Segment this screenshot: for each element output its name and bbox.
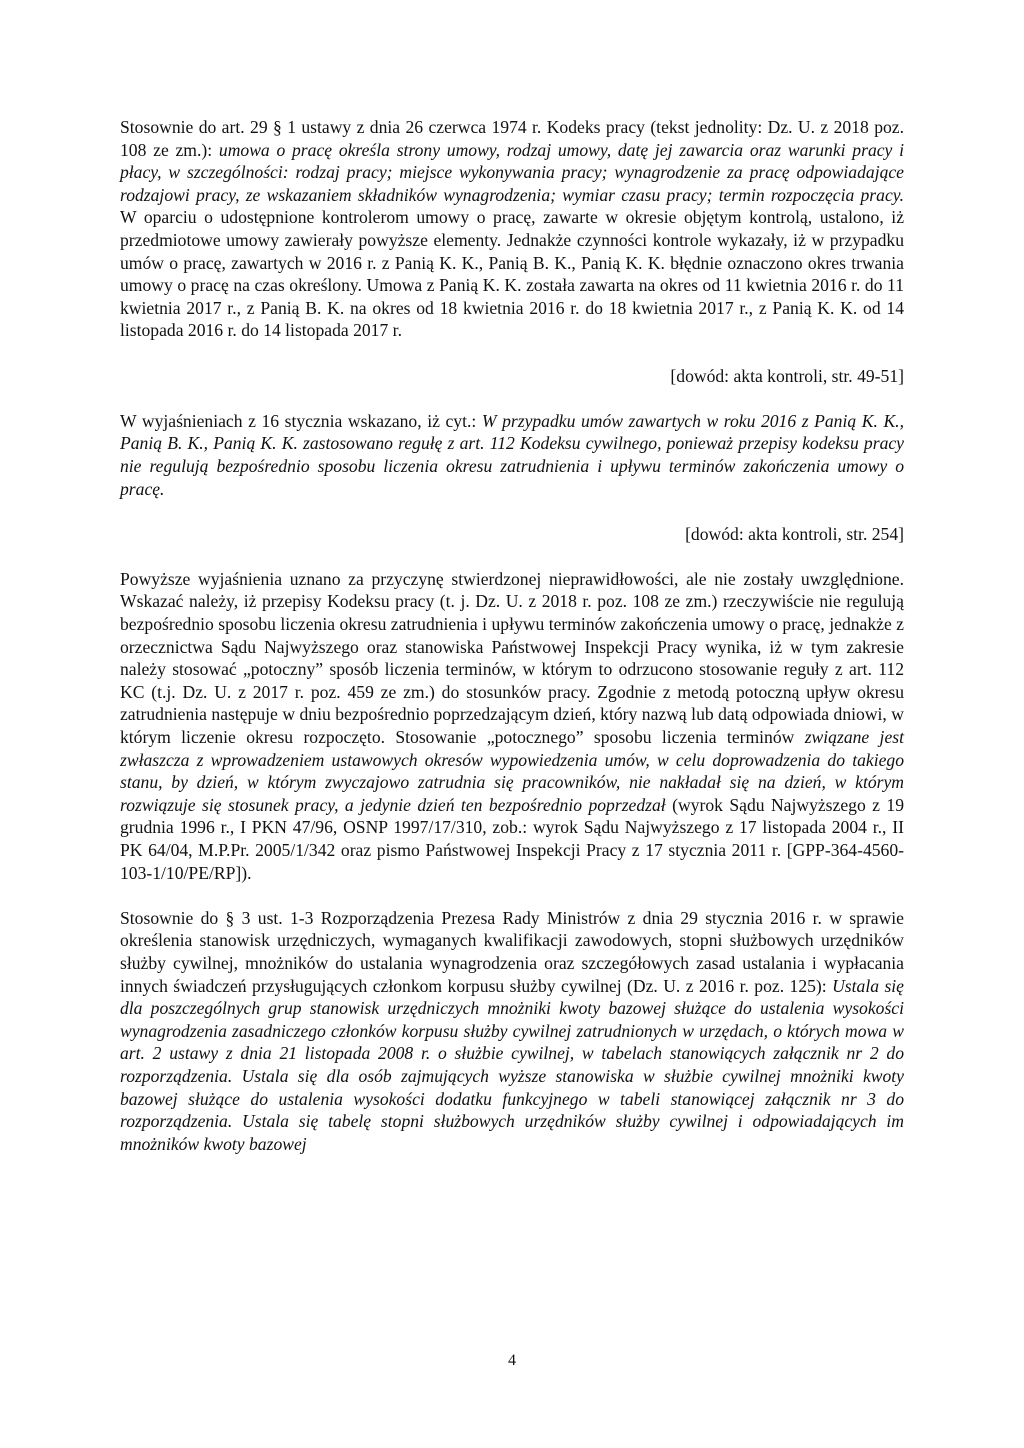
paragraph-art29: Stosownie do art. 29 § 1 ustawy z dnia 26 czerwca 1974 r. Kodeks pracy (tekst jednolity: Dz. U. z 2018 poz. 108 ze zm.): umowa o pracę określa strony umowy, rodzaj umowy, datę jej zawarcia oraz warunki pracy i płacy, w szczególności: rodzaj pracy; miejsce wykonywania pracy; wynagrodzenie za pracę odpowiadające rodzajowi pracy, ze wskazaniem składników wynagrodzenia; wymiar czasu pracy; termin rozpoczęcia pracy. W oparciu o udostępnione kontrolerom umowy o pracę, zawarte w okresie objętym kontrolą, ustalono, iż przedmiotowe umowy zawierały powyższe elementy. Jednakże czynności kontrole wykazały, iż w przypadku umów o pracę, zawartych w 2016 r. z Panią K. K., Panią B. K., Panią K. K. błędnie oznaczono okres trwania umowy o pracę na czas określony. Umowa z Panią K. K. została zawarta na okres od 11 kwietnia 2016 r. do 11 kwietnia 2017 r., z Panią B. K. na okres od 18 kwietnia 2016 r. do 18 kwietnia 2017 r., z Panią K. K. od 14 listopada 2016 r. do 14 listopada 2017 r.: [120, 117, 904, 341]
paragraph-assessment: Powyższe wyjaśnienia uznano za przyczynę stwierdzonej nieprawidłowości, ale nie zostały uwzględnione. Wskazać należy, iż przepisy Kodeksu pracy (t. j. Dz. U. z 2018 r. poz. 108 ze zm.) rzeczywiście nie regulują bezpośrednio sposobu liczenia okresu zatrudnienia i upływu terminów zakończenia umowy o pracę, jednakże z orzecznictwa Sądu Najwyższego oraz stanowiska Państwowej Inspekcji Pracy wynika, iż w tym zakresie należy stosować „potoczny” sposób liczenia terminów, w którym to odrzucono stosowanie reguły z art. 112 KC (t.j. Dz. U. z 2017 r. poz. 459 ze zm.) do stosunków pracy. Zgodnie z metodą potoczną upływ okresu zatrudnienia następuje w dniu bezpośrednio poprzedzającym dzień, który nazwą lub datą odpowiada dniowi, w którym liczenie okresu rozpoczęto. Stosowanie „potocznego” sposobu liczenia terminów związane jest zwłaszcza z wprowadzeniem ustawowych okresów wypowiedzenia umów, w celu doprowadzenia do takiego stanu, by dzień, w którym zwyczajowo zatrudnia się pracowników, nie nakładał się na dzień, w którym rozwiązuje się stosunek pracy, a jedynie dzień ten bezpośrednio poprzedzał (wyrok Sądu Najwyższego z 19 grudnia 1996 r., I PKN 47/96, OSNP 1997/17/310, zob.: wyrok Sądu Najwyższego z 17 listopada 2004 r., II PK 64/04, M.P.Pr. 2005/1/342 oraz pismo Państwowej Inspekcji Pracy z 17 stycznia 2011 r. [GPP-364-4560-103-1/10/PE/RP]).: [120, 568, 904, 883]
quote-supreme-court: związane jest zwłaszcza z wprowadzeniem ustawowych okresów wypowiedzenia umów, w celu doprowadzenia do takiego stanu, by dzień, w którym zwyczajowo zatrudnia się pracowników, nie nakładał się na dzień, w którym rozwiązuje się stosunek pracy, a jedynie dzień ten bezpośrednio poprzedzał: [120, 727, 904, 815]
evidence-reference-1: [dowód: akta kontroli, str. 49-51]: [670, 365, 904, 386]
quote-regulation: Ustala się dla poszczególnych grup stanowisk urzędniczych mnożniki kwoty bazowej służące do ustalenia wysokości wynagrodzenia zasadniczego członków korpusu służby cywilnej zatrudnionych w urzędach, o których mowa w art. 2 ustawy z dnia 21 listopada 2008 r. o służbie cywilnej, w tabelach stanowiących załącznik nr 2 do rozporządzenia. Ustala się dla osób zajmujących wyższe stanowiska w służbie cywilnej mnożniki kwoty bazowej służące do ustalenia wysokości dodatku funkcyjnego w tabeli stanowiącej załącznik nr 3 do rozporządzenia. Ustala się tabelę stopni służbowych urzędników służby cywilnej i odpowiadających im mnożników kwoty bazowej: [120, 975, 904, 1154]
quote-art29: umowa o pracę określa strony umowy, rodzaj umowy, datę jej zawarcia oraz warunki pracy i płacy, w szczególności: rodzaj pracy; miejsce wykonywania pracy; wynagrodzenie za pracę odpowiadające rodzajowi pracy, ze wskazaniem składników wynagrodzenia; wymiar czasu pracy; termin rozpoczęcia pracy.: [120, 139, 904, 205]
evidence-reference-2: [dowód: akta kontroli, str. 254]: [685, 523, 904, 544]
paragraph-regulation: Stosownie do § 3 ust. 1-3 Rozporządzenia Prezesa Rady Ministrów z dnia 29 stycznia 2016 r. w sprawie określenia stanowisk urzędniczych, wymaganych kwalifikacji zawodowych, stopni służbowych urzędników służby cywilnej, mnożników do ustalania wynagrodzenia oraz szczegółowych zasad ustalania i wypłacania innych świadczeń przysługujących członkom korpusu służby cywilnej (Dz. U. z 2016 r. poz. 125): Ustala się dla poszczególnych grup stanowisk urzędniczych mnożniki kwoty bazowej służące do ustalenia wysokości wynagrodzenia zasadniczego członków korpusu służby cywilnej zatrudnionych w urzędach, o których mowa w art. 2 ustawy z dnia 21 listopada 2008 r. o służbie cywilnej, w tabelach stanowiących załącznik nr 2 do rozporządzenia. Ustala się dla osób zajmujących wyższe stanowiska w służbie cywilnej mnożniki kwoty bazowej służące do ustalenia wysokości dodatku funkcyjnego w tabeli stanowiącej załącznik nr 3 do rozporządzenia. Ustala się tabelę stopni służbowych urzędników służby cywilnej i odpowiadających im mnożników kwoty bazowej: [120, 907, 904, 1154]
page-number: 4: [508, 1352, 516, 1369]
paragraph-explanations: W wyjaśnieniach z 16 stycznia wskazano, iż cyt.: W przypadku umów zawartych w roku 2016 z Panią K. K., Panią B. K., Panią K. K. zastosowano regułę z art. 112 Kodeksu cywilnego, ponieważ przepisy kodeksu pracy nie regulują bezpośrednio sposobu liczenia okresu zatrudnienia i upływu terminów zakończenia umowy o pracę.: [120, 410, 904, 499]
document-body: [120, 116, 904, 1155]
quote-explanations: W przypadku umów zawartych w roku 2016 z Panią K. K., Panią B. K., Panią K. K. zastosowano regułę z art. 112 Kodeksu cywilnego, ponieważ przepisy kodeksu pracy nie regulują bezpośrednio sposobu liczenia okresu zatrudnienia i upływu terminów zakończenia umowy o pracę.: [120, 410, 904, 499]
